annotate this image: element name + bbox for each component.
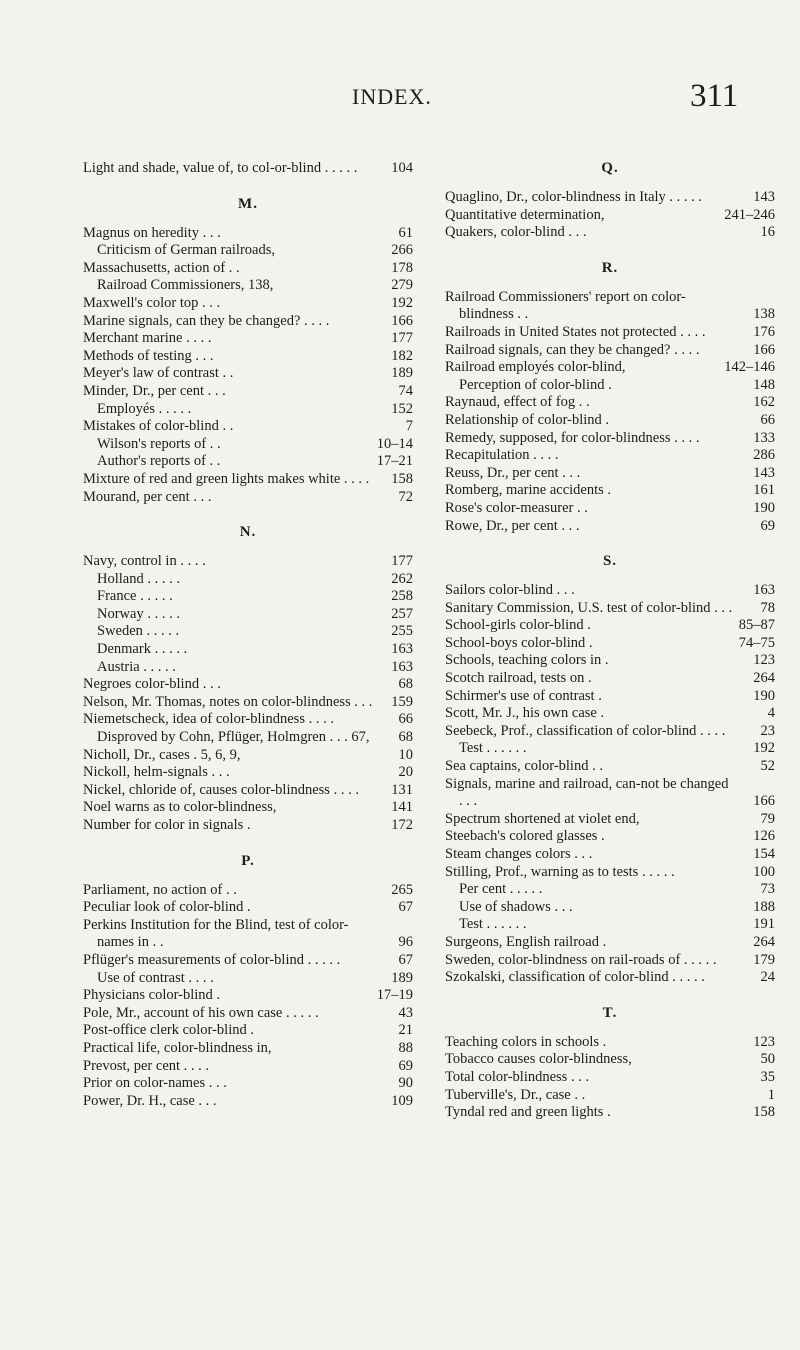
entry-text: Nicholl, Dr., cases . 5, 6, 9,: [83, 746, 241, 763]
entry-page-ref: 74–75: [738, 634, 775, 651]
entry-text: Peculiar look of color-blind .: [83, 899, 251, 916]
entry-page-ref: 67: [398, 951, 413, 968]
entry-text: Surgeons, English railroad .: [445, 933, 607, 950]
entry-page-ref: 23: [760, 722, 775, 739]
entry-page-ref: 143: [753, 189, 775, 205]
entry-text: Raynaud, effect of fog . .: [445, 394, 590, 411]
entry-page-ref: 138: [753, 306, 775, 323]
index-entry: [445, 934, 775, 952]
entry-page-ref: 182: [391, 347, 413, 364]
entry-text: Stilling, Prof., warning as to tests . . . . .: [445, 863, 675, 880]
index-entry: [83, 1093, 413, 1111]
index-entry: [83, 729, 413, 747]
entry-text: Author's reports of . .: [97, 453, 221, 470]
entry-page-ref: 131: [391, 781, 413, 798]
entry-text: Negroes color-blind . . .: [83, 676, 221, 693]
index-entry: [445, 1069, 775, 1087]
entry-page-ref: 163: [391, 641, 413, 658]
entry-page-ref: 241–246: [724, 206, 775, 223]
entry-page-ref: 257: [391, 605, 413, 622]
index-entry: [83, 606, 413, 624]
index-entry: [445, 670, 775, 688]
entry-text: Quaglino, Dr., color-blindness in Italy . . . . .: [445, 189, 703, 205]
running-head: [0, 78, 800, 118]
section-letter: S.: [602, 553, 618, 570]
index-entry: [83, 899, 413, 917]
entry-text: Schirmer's use of contrast .: [445, 687, 602, 704]
index-entry: [445, 899, 775, 917]
entry-page-ref: 172: [391, 817, 413, 833]
entry-text: Mourand, per cent . . .: [83, 488, 212, 505]
entry-text: School-girls color-blind .: [445, 617, 591, 634]
index-entry: [445, 864, 775, 882]
index-entry: [83, 453, 413, 471]
entry-text: Holland . . . . .: [97, 570, 180, 587]
index-section: [83, 196, 413, 507]
entry-page-ref: 148: [753, 376, 775, 393]
entry-page-ref: 88: [398, 1039, 413, 1056]
index-entry: [83, 799, 413, 817]
index-entry: [83, 1058, 413, 1076]
index-section: [445, 160, 775, 242]
index-entry: [83, 348, 413, 366]
entry-page-ref: 35: [760, 1068, 775, 1085]
entry-page-ref: 189: [391, 969, 413, 986]
entry-text: Power, Dr. H., case . . .: [83, 1092, 217, 1109]
entry-text: Railroad Commissioners' report on color-blindness . .: [445, 288, 686, 323]
entry-text: Test . . . . . .: [459, 916, 527, 933]
entry-text: Nickoll, helm-signals . . .: [83, 764, 230, 781]
section-letter: N.: [239, 524, 257, 541]
entry-page-ref: 154: [753, 846, 775, 862]
entry-text: Sanitary Commission, U.S. test of color-blind . . .: [445, 599, 733, 616]
index-entry: [83, 817, 413, 835]
entry-page-ref: 133: [753, 429, 775, 446]
entry-text: Sweden . . . . .: [97, 623, 180, 640]
entry-page-ref: 66: [760, 411, 775, 428]
entry-text: Criticism of German railroads,: [97, 242, 275, 259]
entry-text: Austria . . . . .: [97, 658, 176, 675]
entry-page-ref: 159: [391, 693, 413, 710]
index-entry: [83, 917, 413, 952]
index-entry: [83, 882, 413, 900]
entry-text: Sailors color-blind . . .: [445, 582, 575, 599]
index-entry: [83, 160, 413, 178]
entry-text: Nickel, chloride of, causes color-blindness . . . .: [83, 781, 359, 798]
entry-text: School-boys color-blind .: [445, 634, 593, 651]
index-entry: [83, 571, 413, 589]
entry-text: Physicians color-blind .: [83, 987, 221, 1004]
entry-page-ref: 264: [753, 670, 775, 687]
entry-text: Remedy, supposed, for color-blindness . . . .: [445, 429, 700, 446]
entry-page-ref: 143: [753, 464, 775, 481]
index-entry: [83, 1005, 413, 1023]
entry-text: Parliament, no action of . .: [83, 881, 237, 898]
entry-page-ref: 50: [760, 1051, 775, 1068]
entry-page-ref: 189: [391, 365, 413, 382]
entry-page-ref: 85–87: [738, 617, 775, 634]
index-entry: [445, 688, 775, 706]
entry-page-ref: 10–14: [376, 435, 413, 452]
entry-text: Test . . . . . .: [459, 740, 527, 757]
entry-text: Nelson, Mr. Thomas, notes on color-blindness . . .: [83, 693, 373, 710]
entry-page-ref: 66: [398, 711, 413, 728]
entry-page-ref: 188: [753, 898, 775, 915]
entry-text: Norway . . . . .: [97, 605, 180, 622]
index-section: [445, 1005, 775, 1122]
index-entry: [445, 289, 775, 324]
index-entry: [445, 518, 775, 536]
entry-page-ref: 279: [391, 277, 413, 294]
index-entry: [83, 1040, 413, 1058]
entry-text: Relationship of color-blind .: [445, 411, 610, 428]
index-entry: [445, 740, 775, 758]
entry-page-ref: 161: [753, 482, 775, 499]
entry-page-ref: 286: [753, 447, 775, 464]
index-entry: [83, 418, 413, 436]
index-entry: [445, 723, 775, 741]
entry-text: Steebach's colored glasses .: [445, 828, 605, 845]
entry-text: Disproved by Cohn, Pflüger, Holmgren . . . 67,: [97, 729, 370, 746]
entry-page-ref: 1: [767, 1086, 775, 1103]
index-entry: [83, 694, 413, 712]
section-letter: T.: [602, 1004, 618, 1021]
entry-text: Quantitative determination,: [445, 206, 605, 223]
index-entry: [445, 846, 775, 864]
index-entry: [445, 828, 775, 846]
entry-page-ref: 176: [753, 323, 775, 340]
entry-text: Use of shadows . . .: [459, 898, 573, 915]
entry-text: Practical life, color-blindness in,: [83, 1039, 272, 1056]
index-entry: [445, 617, 775, 635]
index-entry: [445, 324, 775, 342]
index-entry: [83, 260, 413, 278]
entry-text: Denmark . . . . .: [97, 641, 188, 658]
entry-page-ref: 74: [398, 382, 413, 399]
index-entry: [83, 676, 413, 694]
index-column-left: [83, 160, 413, 1110]
entry-text: Post-office clerk color-blind .: [83, 1022, 254, 1039]
entry-page-ref: 177: [391, 330, 413, 347]
entry-text: Maxwell's color top . . .: [83, 294, 221, 311]
entry-page-ref: 17–19: [376, 987, 413, 1004]
index-entry: [83, 747, 413, 765]
entry-page-ref: 158: [753, 1104, 775, 1121]
entry-text: Merchant marine . . . .: [83, 330, 212, 347]
index-entry: [83, 987, 413, 1005]
index-entry: [445, 430, 775, 448]
entry-page-ref: 100: [753, 863, 775, 880]
entry-text: Signals, marine and railroad, can-not be changed . . .: [445, 775, 729, 810]
index-entry: [83, 225, 413, 243]
index-entry: [445, 952, 775, 970]
entry-page-ref: 266: [391, 242, 413, 259]
entry-page-ref: 24: [760, 969, 775, 986]
entry-page-ref: 166: [753, 793, 775, 810]
index-entry: [83, 623, 413, 641]
entry-text: Perkins Institution for the Blind, test of color-names in . .: [83, 916, 349, 951]
entry-text: Perception of color-blind .: [459, 376, 612, 393]
entry-page-ref: 162: [753, 394, 775, 411]
entry-text: Schools, teaching colors in .: [445, 652, 609, 669]
entry-page-ref: 192: [753, 740, 775, 757]
entry-text: Seebeck, Prof., classification of color-blind . . . .: [445, 722, 726, 739]
index-entry: [445, 394, 775, 412]
entry-page-ref: 90: [398, 1075, 413, 1092]
entry-text: Scotch railroad, tests on .: [445, 670, 592, 687]
index-entry: [445, 447, 775, 465]
index-entry: [83, 711, 413, 729]
entry-page-ref: 166: [753, 341, 775, 358]
entry-text: Pole, Mr., account of his own case . . . . .: [83, 1004, 319, 1021]
index-entry: [83, 659, 413, 677]
entry-page-ref: 68: [398, 729, 413, 746]
index-entry: [445, 600, 775, 618]
index-entry: [83, 471, 413, 489]
index-entry: [445, 1087, 775, 1105]
entry-text: Navy, control in . . . .: [83, 553, 206, 570]
entry-page-ref: 264: [753, 933, 775, 950]
index-entry: [445, 482, 775, 500]
index-entry: [445, 377, 775, 395]
section-letter: Q.: [601, 160, 619, 176]
index-section: [445, 260, 775, 535]
entry-page-ref: 262: [391, 570, 413, 587]
index-entry: [445, 465, 775, 483]
entry-page-ref: 72: [398, 488, 413, 505]
entry-page-ref: 17–21: [376, 453, 413, 470]
section-letter: M.: [238, 195, 258, 212]
entry-page-ref: 141: [391, 799, 413, 816]
index-entry: [445, 342, 775, 360]
entry-page-ref: 52: [760, 758, 775, 775]
index-section: [83, 524, 413, 835]
entry-text: Steam changes colors . . .: [445, 846, 593, 862]
entry-page-ref: 79: [760, 810, 775, 827]
entry-page-ref: 163: [753, 582, 775, 599]
index-entry: [445, 811, 775, 829]
entry-page-ref: 73: [760, 881, 775, 898]
entry-text: Use of contrast . . . .: [97, 969, 214, 986]
index-entry: [83, 782, 413, 800]
entry-page-ref: 7: [405, 418, 413, 435]
index-entry: [83, 952, 413, 970]
entry-page-ref: 123: [753, 1033, 775, 1050]
index-entry: [445, 652, 775, 670]
entry-text: Methods of testing . . .: [83, 347, 214, 364]
index-entry: [445, 969, 775, 987]
entry-text: Railroad signals, can they be changed? . . . .: [445, 341, 700, 358]
index-entry: [445, 916, 775, 934]
entry-text: Meyer's law of contrast . .: [83, 365, 234, 382]
entry-page-ref: 191: [753, 916, 775, 933]
entry-text: Tyndal red and green lights .: [445, 1104, 611, 1121]
entry-page-ref: 20: [398, 764, 413, 781]
entry-page-ref: 265: [391, 881, 413, 898]
entry-page-ref: 190: [753, 499, 775, 516]
entry-text: Rose's color-measurer . .: [445, 499, 588, 516]
index-entry: [83, 1022, 413, 1040]
section-letter: R.: [601, 259, 619, 276]
entry-page-ref: 255: [391, 623, 413, 640]
entry-text: Light and shade, value of, to col-or-blind . . . . .: [83, 160, 358, 176]
entry-page-ref: 126: [753, 828, 775, 845]
entry-text: Romberg, marine accidents .: [445, 482, 612, 499]
entry-page-ref: 10: [398, 746, 413, 763]
entry-text: Szokalski, classification of color-blind . . . . .: [445, 969, 705, 986]
index-entry: [83, 553, 413, 571]
index-entry: [83, 588, 413, 606]
entry-page-ref: 109: [391, 1092, 413, 1109]
entry-page-ref: 67: [398, 899, 413, 916]
entry-text: Sweden, color-blindness on rail-roads of . . . . .: [445, 951, 717, 968]
index-entry: [83, 277, 413, 295]
index-entry: [445, 189, 775, 207]
entry-text: Prior on color-names . . .: [83, 1075, 227, 1092]
index-entry: [445, 1104, 775, 1122]
entry-text: Scott, Mr. J., his own case .: [445, 705, 605, 722]
entry-page-ref: 104: [391, 160, 413, 176]
index-entry: [445, 224, 775, 242]
entry-text: Number for color in signals .: [83, 817, 251, 833]
entry-text: Teaching colors in schools .: [445, 1033, 607, 1050]
entry-text: France . . . . .: [97, 588, 173, 605]
index-entry: [445, 582, 775, 600]
index-entry: [445, 207, 775, 225]
index-entry: [445, 635, 775, 653]
entry-text: Employés . . . . .: [97, 400, 192, 417]
entry-text: Quakers, color-blind . . .: [445, 224, 587, 241]
entry-text: Rowe, Dr., per cent . . .: [445, 517, 580, 534]
entry-text: Total color-blindness . . .: [445, 1068, 590, 1085]
section-letter: P.: [241, 852, 255, 869]
index-entry: [445, 1034, 775, 1052]
entry-page-ref: 4: [767, 705, 775, 722]
entry-page-ref: 43: [398, 1004, 413, 1021]
entry-page-ref: 163: [391, 658, 413, 675]
entry-text: Reuss, Dr., per cent . . .: [445, 464, 581, 481]
index-entry: [83, 313, 413, 331]
entry-page-ref: 68: [398, 676, 413, 693]
index-section: [83, 160, 413, 178]
index-column-right: [445, 160, 775, 1122]
entry-text: Minder, Dr., per cent . . .: [83, 382, 226, 399]
entry-text: Railroad employés color-blind,: [445, 359, 626, 376]
index-section: [83, 853, 413, 1111]
entry-page-ref: 190: [753, 687, 775, 704]
entry-text: Per cent . . . . .: [459, 881, 543, 898]
entry-page-ref: 96: [398, 934, 413, 951]
entry-text: Spectrum shortened at violet end,: [445, 810, 640, 827]
entry-text: Prevost, per cent . . . .: [83, 1057, 210, 1074]
index-entry: [83, 383, 413, 401]
index-entry: [445, 705, 775, 723]
entry-text: Marine signals, can they be changed? . . . .: [83, 312, 330, 329]
entry-page-ref: 69: [398, 1057, 413, 1074]
entry-text: Noel warns as to color-blindness,: [83, 799, 277, 816]
entry-page-ref: 69: [760, 517, 775, 534]
entry-text: Magnus on heredity . . .: [83, 224, 221, 241]
entry-text: Niemetscheck, idea of color-blindness . . . .: [83, 711, 334, 728]
index-entry: [445, 500, 775, 518]
index-entry: [83, 436, 413, 454]
entry-page-ref: 158: [391, 470, 413, 487]
entry-text: Pflüger's measurements of color-blind . . . . .: [83, 951, 341, 968]
index-entry: [445, 412, 775, 430]
running-title: INDEX.: [352, 84, 432, 109]
entry-text: Railroad Commissioners, 138,: [97, 277, 274, 294]
entry-page-ref: 192: [391, 294, 413, 311]
index-entry: [445, 881, 775, 899]
index-entry: [83, 242, 413, 260]
index-entry: [83, 295, 413, 313]
index-entry: [83, 970, 413, 988]
index-section: [445, 553, 775, 987]
index-entry: [83, 330, 413, 348]
index-entry: [83, 641, 413, 659]
entry-text: Wilson's reports of . .: [97, 435, 221, 452]
entry-text: Sea captains, color-blind . .: [445, 758, 603, 775]
index-entry: [83, 1075, 413, 1093]
entry-text: Railroads in United States not protected . . . .: [445, 323, 706, 340]
index-entry: [83, 489, 413, 507]
entry-page-ref: 179: [753, 951, 775, 968]
entry-text: Tobacco causes color-blindness,: [445, 1051, 632, 1068]
entry-page-ref: 178: [391, 259, 413, 276]
entry-page-ref: 61: [398, 224, 413, 241]
entry-text: Massachusetts, action of . .: [83, 259, 240, 276]
entry-page-ref: 16: [760, 224, 775, 241]
index-entry: [445, 359, 775, 377]
entry-page-ref: 166: [391, 312, 413, 329]
index-entry: [445, 776, 775, 811]
entry-page-ref: 152: [391, 400, 413, 417]
entry-page-ref: 78: [760, 599, 775, 616]
entry-page-ref: 258: [391, 588, 413, 605]
entry-text: Tuberville's, Dr., case . .: [445, 1086, 586, 1103]
entry-text: Recapitulation . . . .: [445, 447, 559, 464]
index-entry: [445, 1051, 775, 1069]
index-entry: [83, 401, 413, 419]
entry-text: Mixture of red and green lights makes white . . . .: [83, 470, 370, 487]
entry-page-ref: 142–146: [724, 359, 775, 376]
index-entry: [83, 365, 413, 383]
page-number: 311: [690, 78, 739, 114]
entry-page-ref: 123: [753, 652, 775, 669]
index-entry: [83, 764, 413, 782]
index-entry: [445, 758, 775, 776]
entry-page-ref: 177: [391, 553, 413, 570]
entry-page-ref: 21: [398, 1022, 413, 1039]
entry-text: Mistakes of color-blind . .: [83, 418, 234, 435]
